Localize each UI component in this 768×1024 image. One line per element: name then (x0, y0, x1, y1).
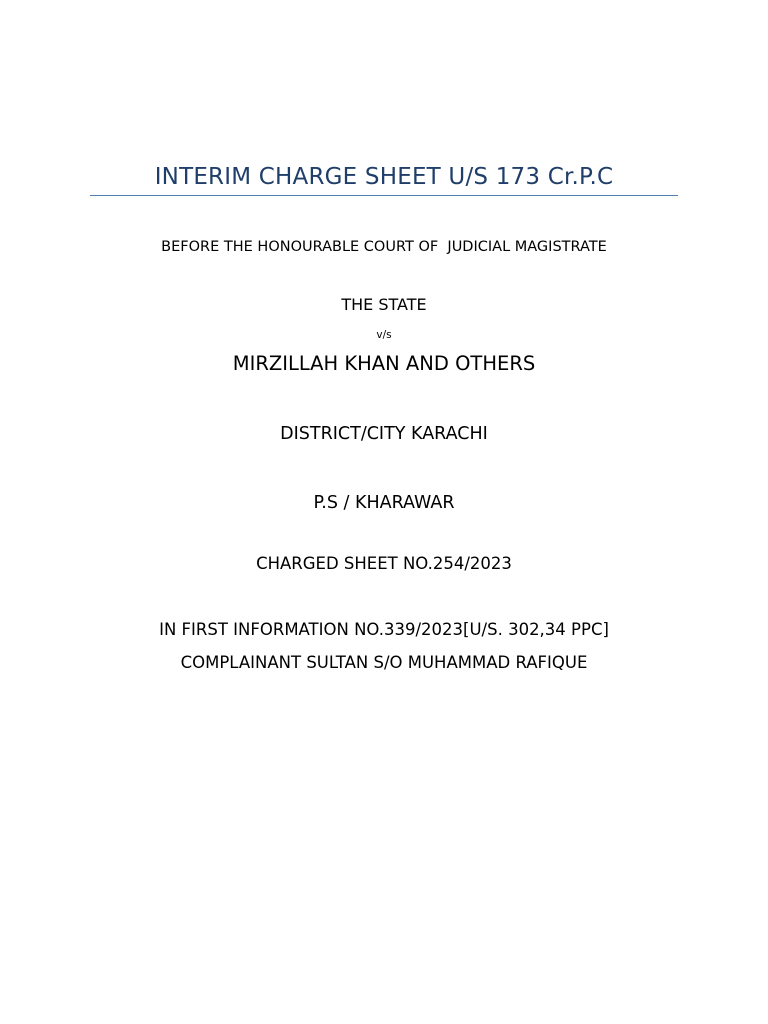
document-title: INTERIM CHARGE SHEET U/S 173 Cr.P.C (154, 164, 614, 190)
police-station-line: P.S / KHARAWAR (313, 493, 455, 513)
district-line: DISTRICT/CITY KARACHI (280, 424, 488, 444)
title-underline (90, 195, 678, 196)
accused-name: MIRZILLAH KHAN AND OTHERS (232, 352, 536, 375)
court-line: BEFORE THE HONOURABLE COURT OF JUDICIAL MAGISTRATE (161, 239, 607, 255)
fir-line: IN FIRST INFORMATION NO.339/2023[U/S. 302,34 PPC] (159, 620, 609, 639)
charge-sheet-number: CHARGED SHEET NO.254/2023 (256, 554, 512, 573)
complainant-line: COMPLAINANT SULTAN S/O MUHAMMAD RAFIQUE (180, 653, 588, 672)
party-state: THE STATE (341, 295, 427, 314)
versus-label: v/s (376, 329, 392, 341)
